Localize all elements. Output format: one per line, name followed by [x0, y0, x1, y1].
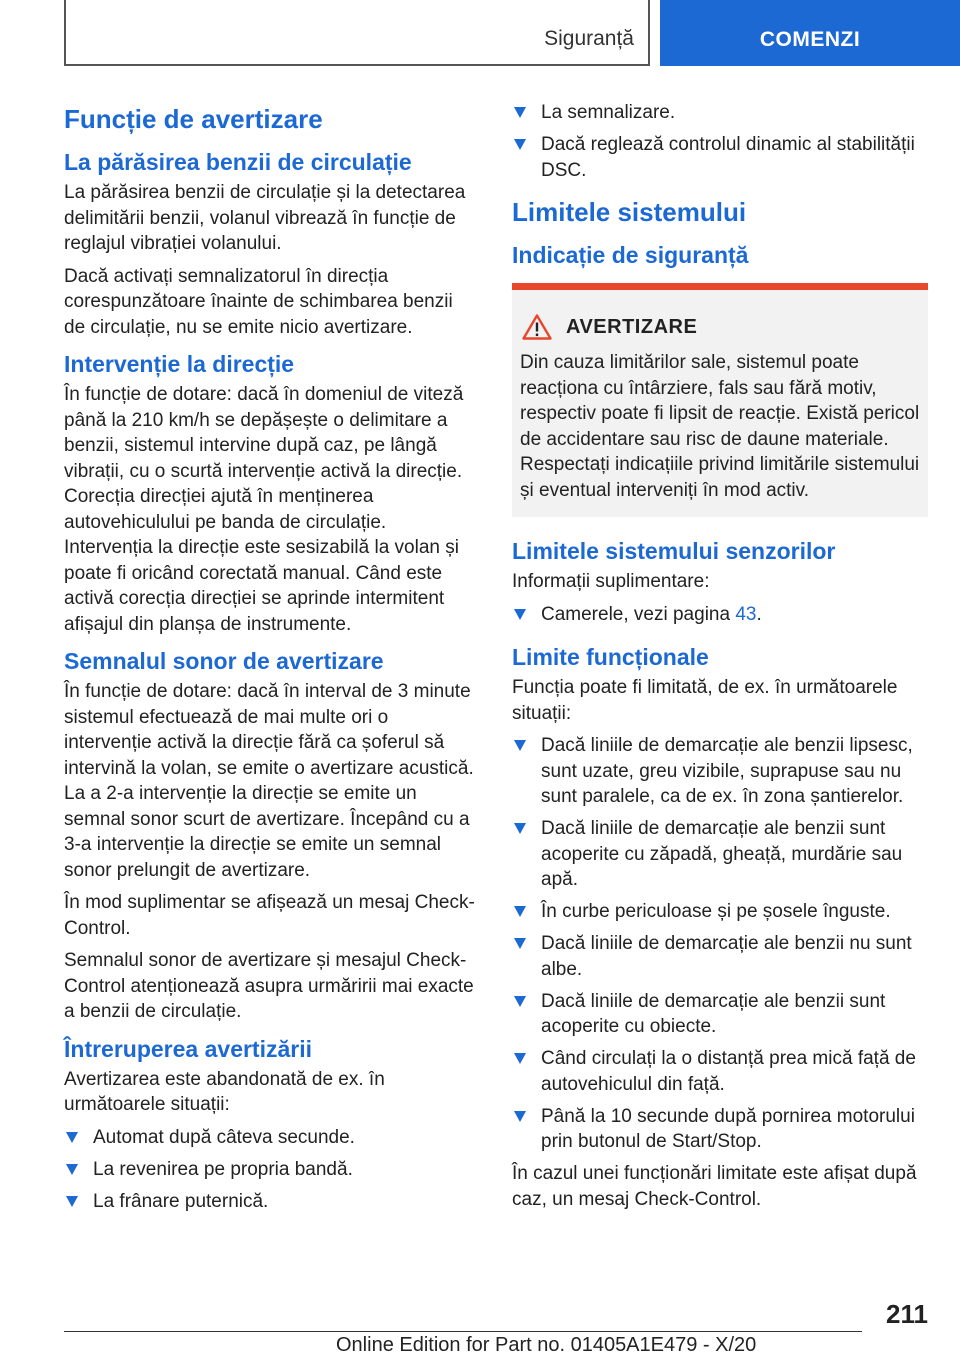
page-number: 211	[886, 1299, 928, 1329]
list-item: Dacă liniile de demarcație ale benzii sunt acoperite cu obiecte.	[512, 989, 928, 1040]
right-column	[512, 100, 928, 1219]
page-header	[0, 0, 960, 66]
heading-functional-limits: Limite funcționale	[512, 644, 709, 670]
footer-edition: Online Edition for Part no. 01405A1E479 - X/20	[336, 1334, 757, 1356]
triangle-bullet-icon	[514, 740, 526, 751]
page-footer	[0, 1296, 960, 1362]
left-column	[64, 100, 478, 1221]
list-item: La frânare puternică.	[64, 1189, 478, 1215]
header-section-title: Siguranță	[544, 27, 634, 50]
list-item: Automat după câteva secunde.	[64, 1125, 478, 1151]
triangle-bullet-icon	[514, 823, 526, 834]
triangle-bullet-icon	[66, 1164, 78, 1175]
triangle-bullet-icon	[514, 996, 526, 1007]
triangle-bullet-icon	[514, 107, 526, 118]
paragraph: Funcția poate fi limitată, de ex. în următoarele situații:	[512, 677, 898, 724]
heading-lane-departure: La părăsirea benzii de circulație	[64, 149, 412, 175]
bullet-list	[512, 602, 928, 628]
paragraph: Semnalul sonor de avertizare și mesajul Check-Control atenționează asupra urmăririi mai exacte a benzii de circulație.	[64, 950, 474, 1022]
paragraph: La părăsirea benzii de circulație și la detectarea delimitării benzii, volanul vibrează în funcție de reglajul vibrației volanului.	[64, 182, 466, 254]
heading-warning-interruption: Întreruperea avertizării	[64, 1035, 313, 1062]
footer-divider	[64, 1331, 862, 1332]
warning-title: AVERTIZARE	[566, 315, 698, 338]
bullet-list	[512, 733, 928, 1155]
paragraph: În cazul unei funcționări limitate este afișat după caz, un mesaj Check-Control.	[512, 1163, 917, 1210]
bullet-list	[64, 1125, 478, 1215]
section-title-system-limits: Limitele sistemului	[512, 197, 747, 227]
list-item: Când circulați la o distanță prea mică față de autovehiculul din față.	[512, 1046, 928, 1097]
list-item: Dacă liniile de demarcație ale benzii lipsesc, sunt uzate, greu vizibile, suprapuse sau nu sunt paralele, ca de ex. în zona șantierelor.	[512, 733, 928, 810]
heading-sensor-limits: Limitele sistemului senzorilor	[512, 538, 836, 564]
list-item: Dacă liniile de demarcație ale benzii nu sunt albe.	[512, 931, 928, 982]
paragraph: În mod suplimentar se afișează un mesaj Check-Control.	[64, 892, 475, 939]
triangle-bullet-icon	[514, 1111, 526, 1122]
warning-triangle-icon	[522, 314, 552, 340]
heading-safety-note: Indicație de siguranță	[512, 242, 749, 268]
paragraph: În funcție de dotare: dacă în interval de 3 minute sistemul efectuează de mai multe ori o intervenție activă la direcție fără ca șoferul să intervină la volan, se emite o avertizare acustică. La a 2-a intervenție la direcție se emite un semnal sonor scurt de avertizare. Începând cu a 3-a intervenție la direcție se emite un semnal sonor prelungit de avertizare.	[64, 681, 474, 881]
list-item: Până la 10 secunde după pornirea motorului prin butonul de Start/Stop.	[512, 1104, 928, 1155]
list-item: La semnalizare.	[512, 100, 928, 126]
list-item: Camerele, vezi pagina 43.	[512, 602, 928, 628]
paragraph: În funcție de dotare: dacă în domeniul de viteză până la 210 km/h se depășește o delimitare a benzii, sistemul intervine după caz, pe lângă vibrații, cu o scurtă intervenție activă la direcție. Corecția direcției ajută în menținerea autovehiculului pe banda de circulație. Intervenția la direcție este sesizabilă la volan și poate fi oricând corectată manual. Când este activă corecția direcției se aprinde intermitent afișajul din planșa de instrumente.	[64, 384, 464, 635]
triangle-bullet-icon	[514, 1053, 526, 1064]
list-item: La revenirea pe propria bandă.	[64, 1157, 478, 1183]
triangle-bullet-icon	[66, 1196, 78, 1207]
warning-header	[520, 314, 920, 340]
warning-box	[512, 283, 928, 517]
page-link[interactable]: 43	[735, 603, 757, 625]
list-item: Dacă reglează controlul dinamic al stabilității DSC.	[512, 132, 928, 183]
list-item: În curbe periculoase și pe șosele înguste.	[512, 899, 928, 925]
list-item: Dacă liniile de demarcație ale benzii sunt acoperite cu zăpadă, gheață, murdărie sau apă.	[512, 816, 928, 893]
triangle-bullet-icon	[514, 906, 526, 917]
triangle-bullet-icon	[514, 938, 526, 949]
paragraph: Informații suplimentare:	[512, 571, 710, 592]
triangle-bullet-icon	[514, 609, 526, 620]
bullet-list-continued	[512, 100, 928, 183]
heading-steering-intervention: Intervenție la direcție	[64, 351, 295, 377]
triangle-bullet-icon	[66, 1132, 78, 1143]
section-title-warning-function: Funcție de avertizare	[64, 104, 323, 134]
warning-text: Din cauza limitărilor sale, sistemul poate reacționa cu întârziere, fals sau fără motiv, respectiv poate fi lipsit de reacție. Există pericol de accidentare sau risc de daune materiale. Respectați indicațiile privind limitările sistemului și eventual interveniți în mod activ.	[520, 352, 920, 501]
paragraph: Dacă activați semnalizatorul în direcția corespunzătoare înainte de schimbarea benzii de circulație, nu se emite nicio avertizare.	[64, 265, 453, 338]
paragraph: Avertizarea este abandonată de ex. în următoarele situații:	[64, 1068, 385, 1115]
header-section-box	[64, 0, 650, 66]
header-chapter-tab[interactable]: COMENZI	[660, 0, 960, 66]
heading-acoustic-warning: Semnalul sonor de avertizare	[64, 648, 384, 674]
triangle-bullet-icon	[514, 139, 526, 150]
